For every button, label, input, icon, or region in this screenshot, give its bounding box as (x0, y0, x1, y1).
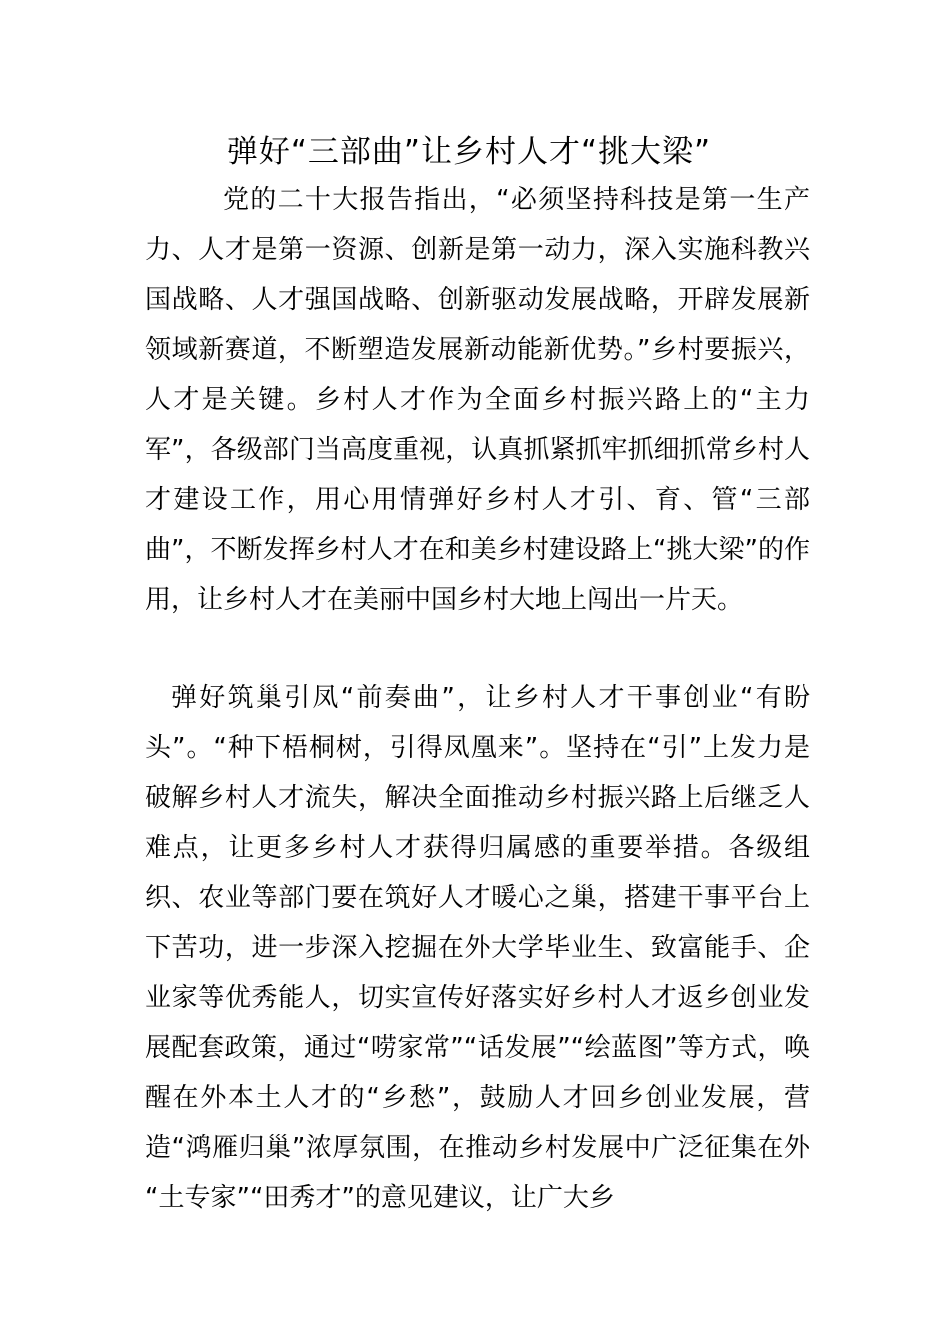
document-title-text: 弹好“三部曲”让乡村人才“挑大梁” (226, 134, 712, 170)
paragraph-intro: 党的二十大报告指出，“必须坚持科技是第一生产力、人才是第一资源、创新是第一动力，深入实施科教兴国战略、人才强国战略、创新驱动发展战略，开辟发展新领域新赛道，不断塑造发展新动能新优势。”乡村要振兴，人才是关键。乡村人才作为全面乡村振兴路上的“主力军”，各级部门当高度重视，认真抓紧抓牢抓细抓常乡村人才建设工作，用心用情弹好乡村人才引、育、管“三部曲”，不断发挥乡村人才在和美乡村建设路上“挑大梁”的作用，让乡村人才在美丽中国乡村大地上闯出一片天。 (145, 185, 810, 615)
document-title (0, 127, 950, 177)
paragraph-section-1: 弹好筑巢引凤“前奏曲”，让乡村人才干事创业“有盼头”。“种下梧桐树，引得凤凰来”。坚持在“引”上发力是破解乡村人才流失，解决全面推动乡村振兴路上后继乏人难点，让更多乡村人才获得归属感的重要举措。各级组织、农业等部门要在筑好人才暖心之巢，搭建干事平台上下苦功，进一步深入挖掘在外大学毕业生、致富能手、企业家等优秀能人，切实宣传好落实好乡村人才返乡创业发展配套政策，通过“唠家常”“话发展”“绘蓝图”等方式，唤醒在外本土人才的“乡愁”，鼓励人才回乡创业发展，营造“鸿雁归巢”浓厚氛围，在推动乡村发展中广泛征集在外 “土专家”“田秀才”的意见建议，让广大乡 (145, 683, 810, 1213)
